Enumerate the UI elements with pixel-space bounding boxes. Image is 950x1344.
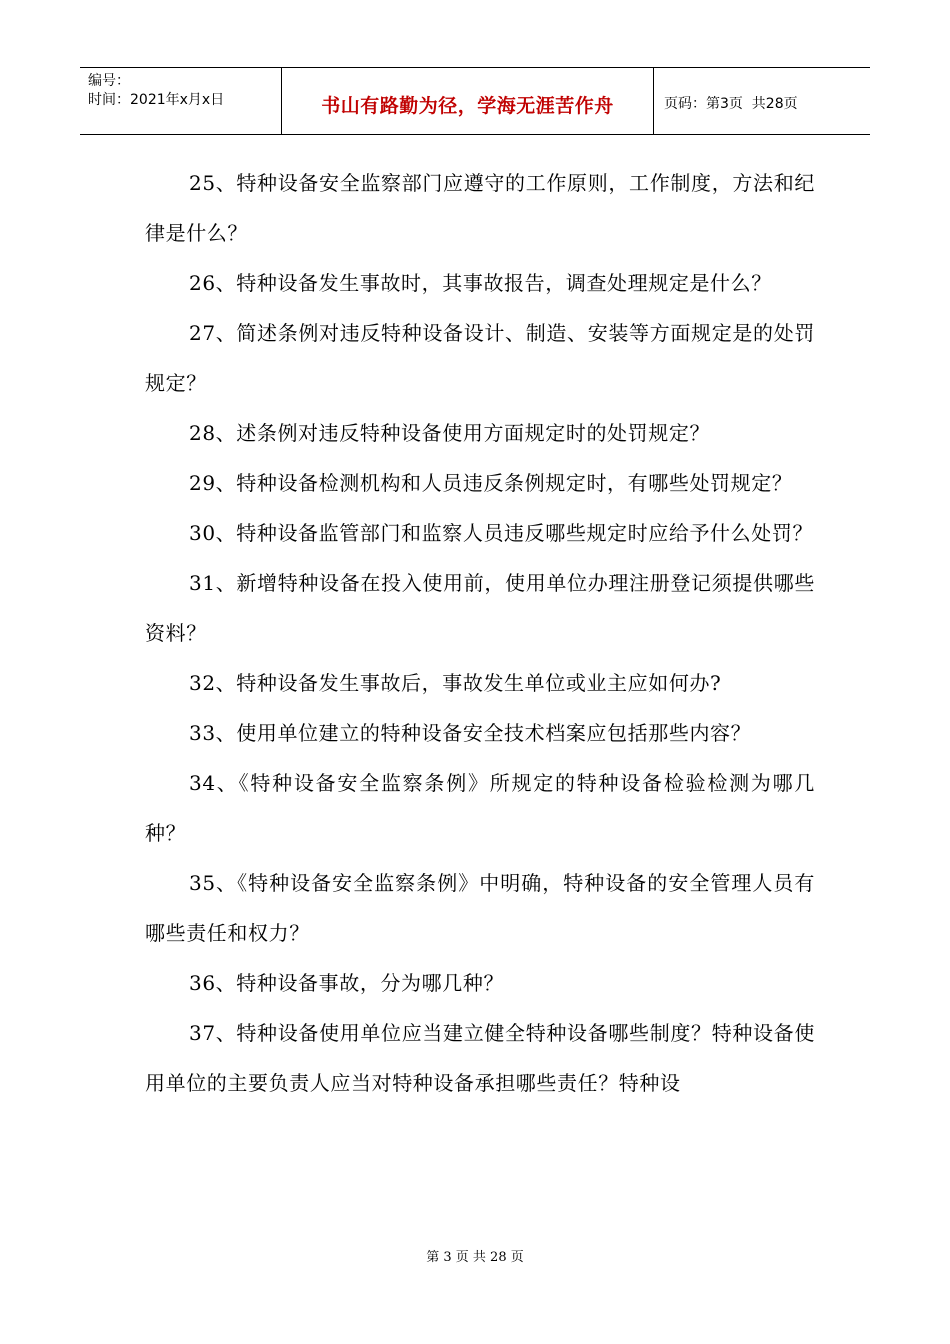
question-item: 33、使用单位建立的特种设备安全技术档案应包括那些内容？ [189, 721, 752, 745]
document-time-label: 时间：2021年x月x日 [88, 92, 225, 108]
page-header [80, 67, 870, 135]
page-footer: 第 3 页 共 28 页 [426, 1250, 524, 1265]
header-page-number: 页码：第3页 共28页 [664, 96, 798, 112]
question-item: 34、《特种设备安全监察条例》所规定的特种设备检验检测为哪几种？ [145, 771, 815, 845]
question-item: 32、特种设备发生事故后，事故发生单位或业主应如何办? [189, 671, 722, 695]
question-item: 36、特种设备事故，分为哪几种？ [189, 971, 505, 995]
question-item: 35、《特种设备安全监察条例》中明确，特种设备的安全管理人员有哪些责任和权力？ [145, 871, 815, 945]
question-item: 30、特种设备监管部门和监察人员违反哪些规定时应给予什么处罚？ [189, 521, 814, 545]
header-page-cell [654, 68, 870, 134]
document-body [145, 158, 815, 1108]
document-number-label: 编号： [88, 73, 130, 89]
header-motto: 书山有路勤为径，学海无涯苦作舟 [321, 94, 614, 117]
question-item: 37、特种设备使用单位应当建立健全特种设备哪些制度？特种设备使用单位的主要负责人应当对特种设备承担哪些责任？特种设 [145, 1021, 815, 1095]
question-item: 28、述条例对违反特种设备使用方面规定时的处罚规定？ [189, 421, 711, 445]
question-item: 31、新增特种设备在投入使用前，使用单位办理注册登记须提供哪些资料？ [145, 571, 815, 645]
header-motto-cell [282, 68, 654, 134]
question-item: 26、特种设备发生事故时，其事故报告，调查处理规定是什么？ [189, 271, 772, 295]
question-item: 27、简述条例对违反特种设备设计、制造、安装等方面规定是的处罚规定？ [145, 321, 815, 395]
question-item: 29、特种设备检测机构和人员违反条例规定时，有哪些处罚规定？ [189, 471, 793, 495]
question-item: 25、特种设备安全监察部门应遵守的工作原则，工作制度，方法和纪律是什么？ [145, 171, 815, 245]
header-meta-cell [80, 68, 282, 134]
